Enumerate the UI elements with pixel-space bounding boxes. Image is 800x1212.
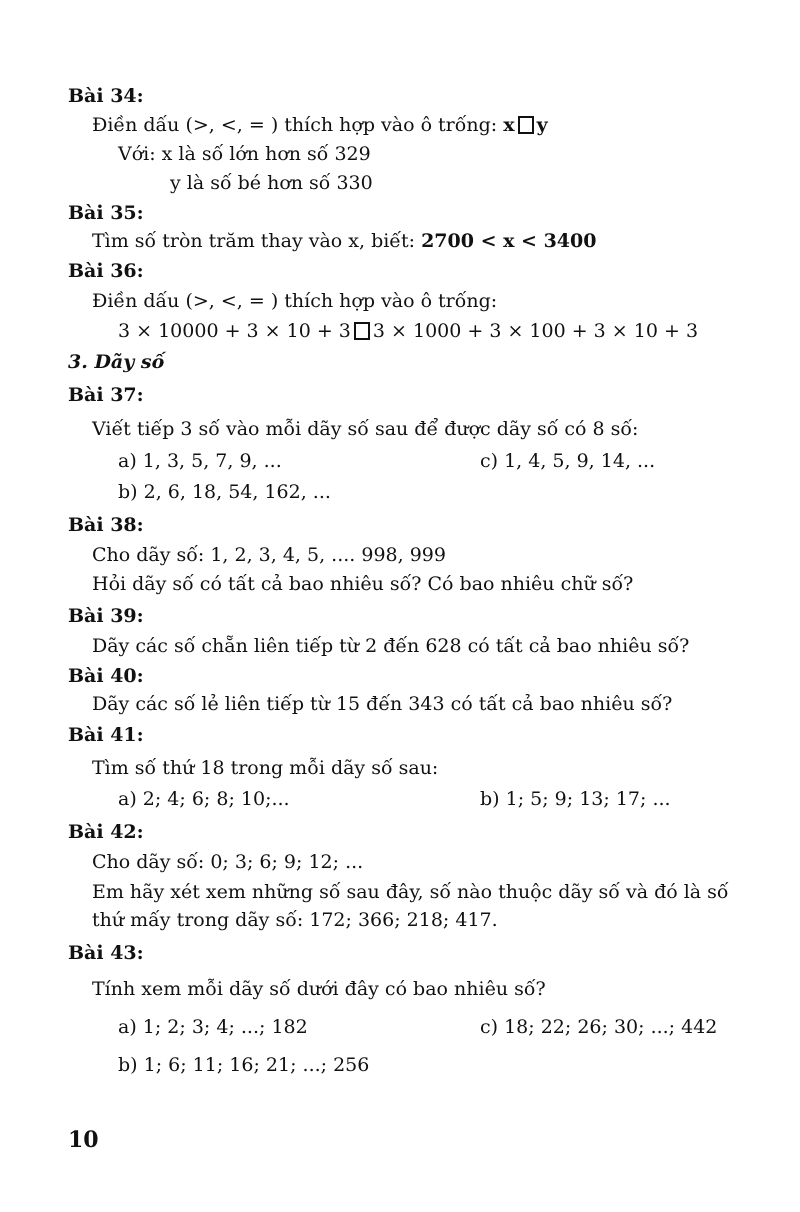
exercise-41-item-b: b) 1; 5; 9; 13; 17; ... <box>480 788 671 810</box>
exercise-42-line2: Em hãy xét xem những số sau đây, số nào thuộc dãy số và đó là số <box>92 881 729 903</box>
exercise-43-line1: Tính xem mỗi dãy số dưới đây có bao nhiêu số? <box>92 978 546 1000</box>
exercise-37-item-c: c) 1, 4, 5, 9, 14, ... <box>480 450 656 472</box>
variable-y: y <box>536 114 548 136</box>
exercise-36-instruction: Điền dấu (>, <, = ) thích hợp vào ô trống: <box>92 290 498 312</box>
exercise-38-line1: Cho dãy số: 1, 2, 3, 4, 5, .... 998, 999 <box>92 544 446 566</box>
answer-box <box>518 116 534 134</box>
exercise-34-condition-y: y là số bé hơn số 330 <box>170 172 373 194</box>
exercise-36-expression <box>118 319 698 343</box>
exercise-43-item-b: b) 1; 6; 11; 16; 21; ...; 256 <box>118 1054 370 1076</box>
exercise-42-title: Bài 42: <box>68 821 144 843</box>
exercise-35-title: Bài 35: <box>68 202 144 224</box>
exercise-35-instruction-text: Tìm số tròn trăm thay vào x, biết: <box>92 230 416 252</box>
exercise-34-title: Bài 34: <box>68 85 144 107</box>
exercise-34-instruction <box>92 113 548 137</box>
exercise-35-inequality: 2700 < x < 3400 <box>421 230 597 252</box>
answer-box <box>354 322 370 340</box>
exercise-41-item-a: a) 2; 4; 6; 8; 10;... <box>118 788 290 810</box>
exercise-43-item-c: c) 18; 22; 26; 30; ...; 442 <box>480 1016 718 1038</box>
exercise-40-title: Bài 40: <box>68 665 144 687</box>
exercise-34-condition-x: Với: x là số lớn hơn số 329 <box>118 143 371 165</box>
exercise-34-instruction-text: Điền dấu (>, <, = ) thích hợp vào ô trống: <box>92 114 498 136</box>
exercise-41-line1: Tìm số thứ 18 trong mỗi dãy số sau: <box>92 757 439 779</box>
exercise-39-line1: Dãy các số chẵn liên tiếp từ 2 đến 628 có tất cả bao nhiêu số? <box>92 635 690 657</box>
variable-x: x <box>503 114 515 136</box>
expression-right: 3 × 1000 + 3 × 100 + 3 × 10 + 3 <box>372 320 699 342</box>
exercise-37-title: Bài 37: <box>68 384 144 406</box>
exercise-41-title: Bài 41: <box>68 724 144 746</box>
page-number: 10 <box>68 1127 99 1153</box>
exercise-38-title: Bài 38: <box>68 514 144 536</box>
exercise-36-title: Bài 36: <box>68 260 144 282</box>
exercise-40-line1: Dãy các số lẻ liên tiếp từ 15 đến 343 có tất cả bao nhiêu số? <box>92 693 673 715</box>
exercise-37-item-a: a) 1, 3, 5, 7, 9, ... <box>118 450 282 472</box>
exercise-42-line1: Cho dãy số: 0; 3; 6; 9; 12; ... <box>92 851 364 873</box>
exercise-43-item-a: a) 1; 2; 3; 4; ...; 182 <box>118 1016 308 1038</box>
exercise-39-title: Bài 39: <box>68 605 144 627</box>
exercise-42-line3: thứ mấy trong dãy số: 172; 366; 218; 417. <box>92 909 498 931</box>
section-title: 3. Dãy số <box>68 351 165 373</box>
exercise-38-line2: Hỏi dãy số có tất cả bao nhiêu số? Có bao nhiêu chữ số? <box>92 573 634 595</box>
expression-left: 3 × 10000 + 3 × 10 + 3 <box>118 320 351 342</box>
exercise-37-item-b: b) 2, 6, 18, 54, 162, ... <box>118 481 331 503</box>
exercise-35-instruction <box>92 229 596 253</box>
exercise-43-title: Bài 43: <box>68 942 144 964</box>
exercise-37-instruction: Viết tiếp 3 số vào mỗi dãy số sau để được dãy số có 8 số: <box>92 418 639 440</box>
